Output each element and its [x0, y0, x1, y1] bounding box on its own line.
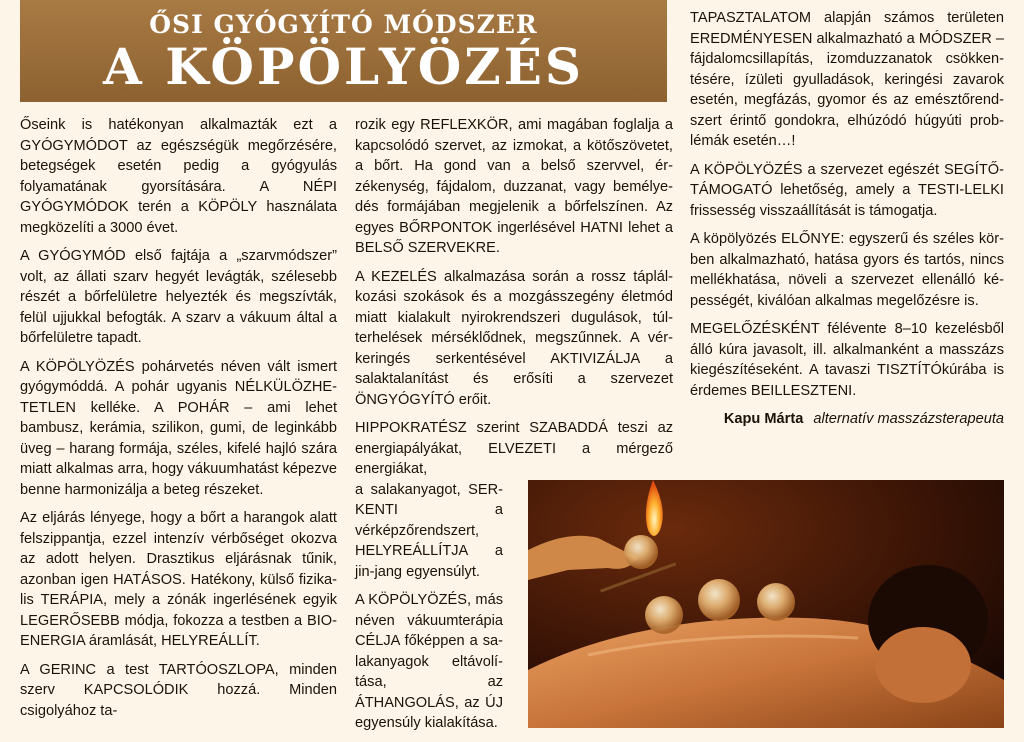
author-line [690, 409, 1004, 430]
paragraph: rozik egy REFLEXKÖR, ami magában foglalja a kapcsolódó szervet, az izmokat, a kötőszövetet, a bőrt. Ha gond van a belső szervvel, érzékenység, fájdalom, duzzanat, vagy bemélyedés formájában megjelenik a bőrfelszínen. Az egyes BŐRPONTOK ingerlésével HATNI lehet a BELSŐ SZERVEKRE. [355, 117, 673, 256]
paragraph: A KÖPÖLYÖZÉS pohárvetés néven vált ismert gyógymóddá. A pohár ugyanis NÉLKÜLÖZHETETLEN kelléke. A POHÁR – ami lehet bambusz, kerámia, szilikon, gumi, de leginkább üveg – harang formája, széles, kifelé hajló szára miatt alkalmas arra, hogy vákuumhatást képezve benne harmonizálja a beteg részeket. [20, 358, 337, 498]
subtitle: ŐSI GYÓGYÍTÓ MÓDSZER [149, 10, 538, 39]
paragraph: A KEZELÉS alkalmazása során a rossz táplálkozási szokások és a mozgásszegény életmód miatt kialakult nyirokrendszeri dugulások, túlterhelések mérséklődnek, megszűnnek. A vérkeringés serkentésével AKTIVIZÁLJA a salaktalanítást és erősíti a szervezet ÖNGYÓGYÍTÓ erőit. [355, 268, 673, 408]
article-title: A KÖPÖLYÖZÉS [103, 37, 584, 96]
paragraph: Az eljárás lényege, hogy a bőrt a harangok alatt felszippantja, ezzel intenzív vérbőséget okozva az adott helyen. Drasztikus eljárásnak tűnik, azonban igen HATÁSOS. Hatékony, külső fizikalis TERÁPIA, mely a zónák ingerlésének egyik LEGERŐSEBB módja, fokozza a testben a BIOENERGIA áramlását, HELYREÁLLÍT. [20, 510, 337, 649]
author-title: alternatív masszázsterapeuta [813, 411, 1004, 427]
author-name: Kapu Márta [723, 411, 804, 427]
paragraph: MEGELŐZÉSKÉNT félévente 8–10 kezelésből álló kúra javasolt, ill. alkalmanként a masszázs kiegészítéseként. A tavaszi TISZTÍTÓkúrába is érdemes BEILLESZTENI. [690, 321, 1004, 399]
column-1 [20, 115, 337, 729]
cupping-illustration [528, 480, 1004, 728]
cupping-photo [528, 480, 1004, 728]
paragraph: a salakanyagot, SERKENTI a vérképzőrendszert, HELYREÁLLÍTJA a jin-jang egyensúlyt. [355, 481, 503, 580]
paragraph: A KÖPÖLYÖZÉS a szervezet egészét SEGÍTŐ-TÁMOGATÓ lehetőség, amely a TESTI-LELKI frissesség visszaállítását is támogatja. [690, 161, 1004, 219]
paragraph: Őseink is hatékonyan alkalmazták ezt a GYÓGYMÓDOT az egészségük megőrzésére, betegségek esetén pedig a gyógyulás folyamatának gyorsítására. A NÉPI GYÓGYMÓDOK terén a KÖPÖLY használata megközelíti a 3000 évet. [20, 117, 337, 236]
paragraph: A KÖPÖLYÖZÉS, más néven vákuumterápia CÉLJA főképpen a salakanyagok eltávolítása, az ÁTHANGOLÁS, az ÚJ egyensúly kialakítása. [355, 592, 503, 731]
column-3 [690, 8, 1004, 430]
title-banner [20, 0, 667, 102]
paragraph: HIPPOKRATÉSZ szerint SZABADDÁ teszi az energiapályákat, ELVEZETI a mérgező energiákat, [355, 420, 673, 477]
paragraph: TAPASZTALATOM alapján számos területen EREDMÉNYESEN alkalmazható a MÓDSZER – fájdalomcsillapítás, izomduzzanatok csökkentésére, ízületi gyulladások, keringési zavarok esetén, megfázás, gyomor és az emésztőrendszert érintő gondokra, elhúzódó húgyúti problémák esetén…! [690, 10, 1004, 149]
paragraph: A köpölyözés ELŐNYE: egyszerű és széles körben alkalmazható, hatása gyors és tartós, nincs mellékhatása, növeli a szervezet ellenálló képességét, kiválóan alkalmas megelőzésre is. [690, 231, 1004, 309]
paragraph: A GYÓGYMÓD első fajtája a „szarvmódszer” volt, az állati szarv hegyét levágták, szélesebb részét a bőrfelületre helyezték és megszívták, felül ujjukkal befogták. A szarv a vákuum által a bőrfelületre tapadt. [20, 248, 337, 346]
paragraph: A GERINC a test TARTÓOSZLOPA, minden szerv KAPCSOLÓDIK hozzá. Minden csigolyához ta- [20, 661, 337, 719]
